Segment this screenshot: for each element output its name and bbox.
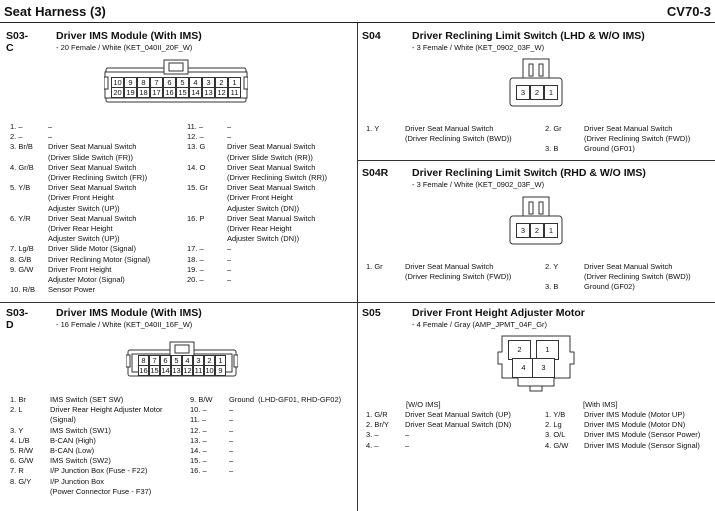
pin-list-right bbox=[187, 122, 357, 297]
pin-description: – bbox=[48, 122, 53, 131]
pin-cavity: 19 bbox=[124, 87, 137, 98]
pin-description: IMS Switch (SW1) bbox=[50, 425, 111, 435]
pin-description: – bbox=[227, 244, 232, 254]
pin-number: 3. Y bbox=[10, 425, 24, 435]
pin-number: 13. – bbox=[190, 435, 207, 445]
pin-number: 1. G/R bbox=[366, 410, 388, 419]
pin-cavity: 7 bbox=[150, 77, 163, 88]
connector-title: Driver Front Height Adjuster Motor bbox=[412, 307, 585, 319]
pin-description: Ground (GF02) bbox=[584, 282, 635, 292]
connector-id: S04R bbox=[362, 167, 389, 179]
pin-cavity: 6 bbox=[163, 77, 176, 88]
pin-cavity: 7 bbox=[149, 355, 160, 366]
pin-cavity: 3 bbox=[516, 223, 530, 238]
section-divider-right-1 bbox=[358, 160, 715, 161]
pin-number: 17. – bbox=[187, 244, 204, 254]
connector-s03c-diagram bbox=[104, 58, 248, 108]
pin-description: – bbox=[405, 440, 410, 450]
pin-number: 3. O/L bbox=[545, 430, 566, 440]
connector-s04r-diagram bbox=[509, 196, 563, 246]
pin-cavity: 3 bbox=[202, 77, 215, 88]
pin-description: Sensor Power bbox=[48, 285, 96, 295]
pin-number: 4. – bbox=[366, 440, 379, 450]
pin-description: – bbox=[229, 425, 234, 435]
pin-description: – bbox=[48, 132, 53, 142]
connector-s04-diagram bbox=[509, 58, 563, 108]
pin-number: 3. B bbox=[545, 282, 559, 292]
pin-description: – bbox=[227, 254, 232, 264]
pin-list-right bbox=[545, 124, 713, 156]
pin-number: 3. – bbox=[366, 430, 379, 440]
pin-description: Driver Seat Manual Switch (Driver Reclining Switch (RR)) bbox=[227, 162, 328, 182]
s05-left-heading: [W/O IMS] bbox=[406, 400, 441, 409]
connector-subtitle: - 16 Female / White (KET_040II_16F_W) bbox=[56, 320, 193, 329]
pin-number: 7. R bbox=[10, 466, 24, 476]
pin-cavity: 9 bbox=[124, 77, 137, 88]
pin-number: 8. G/B bbox=[10, 254, 32, 264]
pin-description: – bbox=[405, 430, 410, 440]
pin-cavity: 15 bbox=[150, 366, 159, 375]
pin-description: Driver Seat Manual Switch (Driver Rear Height Adjuster Switch (DN)) bbox=[227, 213, 316, 244]
pin-description: Driver Seat Manual Switch (Driver Front Height Adjuster Switch (DN)) bbox=[227, 183, 316, 213]
pin-cavity: 5 bbox=[171, 355, 182, 366]
pin-number: 6. Y/R bbox=[10, 213, 31, 223]
pin-number: 14. – bbox=[190, 446, 207, 455]
connector-id: S03-D bbox=[6, 307, 29, 331]
pin-description: Driver Seat Manual Switch (Driver Front Height Adjuster Switch (UP)) bbox=[48, 183, 137, 213]
pin-cavity: 2 bbox=[204, 355, 215, 366]
pin-cavity: 2 bbox=[530, 85, 544, 100]
pin-description: – bbox=[229, 466, 234, 476]
pin-cavity: 11 bbox=[228, 87, 241, 98]
pin-number: 10. – bbox=[190, 405, 207, 415]
pin-description: Ground (LHD-GF01, RHD-GF02) bbox=[229, 395, 342, 404]
pin-cavity: 4 bbox=[182, 355, 193, 366]
page-code: CV70-3 bbox=[666, 4, 711, 19]
pin-cavity: 13 bbox=[202, 87, 215, 98]
pin-number: 8. G/Y bbox=[10, 476, 32, 486]
pin-number: 16. – bbox=[190, 466, 207, 476]
pin-number: 1. – bbox=[10, 122, 23, 131]
pin-cavity: 10 bbox=[205, 366, 214, 375]
pin-list-left bbox=[366, 124, 541, 156]
connector-title: Driver IMS Module (With IMS) bbox=[56, 30, 202, 42]
section-divider-left bbox=[0, 302, 357, 303]
pin-description: Driver Seat Manual Switch (Driver Rear Height Adjuster Switch (UP)) bbox=[48, 213, 137, 244]
connector-title: Driver IMS Module (With IMS) bbox=[56, 307, 202, 319]
pin-number: 2. – bbox=[10, 132, 23, 142]
pin-description: Driver Slide Motor (Signal) bbox=[48, 244, 136, 254]
pin-list-right bbox=[190, 395, 355, 505]
pin-number: 3. B bbox=[545, 144, 559, 154]
pin-description: I/P Junction Box (Power Connector Fuse - F37) bbox=[50, 476, 152, 496]
pin-cavity: 16 bbox=[139, 366, 148, 375]
pin-number: 2. Br/Y bbox=[366, 420, 389, 430]
pin-description: B-CAN (Low) bbox=[50, 446, 95, 455]
connector-subtitle: - 4 Female / Gray (AMP_JPMT_04F_Gr) bbox=[412, 320, 548, 329]
pin-cavity: 1 bbox=[228, 77, 241, 88]
pin-cavity: 18 bbox=[137, 87, 150, 98]
connector-id: S05 bbox=[362, 307, 381, 319]
pin-description: – bbox=[229, 405, 234, 415]
pin-description: Driver Seat Manual Switch (DN) bbox=[405, 420, 512, 430]
pin-cavity: 4 bbox=[189, 77, 202, 88]
connector-outline bbox=[509, 196, 563, 246]
pin-cavity: 1 bbox=[544, 85, 558, 100]
pin-number: 4. G/W bbox=[545, 440, 569, 450]
pin-description: – bbox=[229, 435, 234, 445]
pin-number: 16. P bbox=[187, 213, 205, 223]
connector-s03d-diagram bbox=[126, 340, 238, 382]
pin-description: – bbox=[227, 122, 232, 131]
pin-list-left bbox=[366, 262, 541, 294]
pin-number: 5. R/W bbox=[10, 446, 33, 455]
pin-cavity: 2 bbox=[215, 77, 228, 88]
pin-number: 4. Gr/B bbox=[10, 162, 34, 172]
page-title: Seat Harness (3) bbox=[4, 4, 106, 19]
pin-description: – bbox=[229, 446, 234, 455]
pin-number: 6. G/W bbox=[10, 456, 34, 466]
pin-description: Driver Seat Manual Switch (Driver Reclining Switch (FWD)) bbox=[584, 124, 691, 144]
pin-number: 13. G bbox=[187, 142, 206, 152]
connector-outline bbox=[509, 58, 563, 108]
pin-number: 2. Lg bbox=[545, 420, 562, 430]
pin-description: Driver Seat Manual Switch (Driver Reclining Switch (FWD)) bbox=[405, 262, 512, 282]
pin-description: Driver Seat Manual Switch (Driver Reclining Switch (BWD)) bbox=[405, 124, 512, 144]
pin-number: 1. Gr bbox=[366, 262, 383, 271]
pin-description: Driver Reclining Motor (Signal) bbox=[48, 254, 151, 264]
pin-description: Driver Seat Manual Switch (Driver Reclining Switch (BWD)) bbox=[584, 262, 691, 282]
connector-id: S04 bbox=[362, 30, 381, 42]
page-header bbox=[0, 0, 715, 23]
pin-cavity: 16 bbox=[163, 87, 176, 98]
pin-description: I/P Junction Box (Fuse - F22) bbox=[50, 466, 148, 476]
pin-number: 11. – bbox=[190, 415, 207, 425]
pin-cavity: 11 bbox=[194, 366, 203, 375]
pin-cavity: 10 bbox=[111, 77, 124, 88]
pin-number: 14. O bbox=[187, 162, 206, 172]
pin-number: 15. Gr bbox=[187, 183, 208, 193]
pin-description: Driver Seat Manual Switch (Driver Reclining Switch (FR)) bbox=[48, 162, 148, 182]
pin-cavity: 15 bbox=[176, 87, 189, 98]
pin-number: 19. – bbox=[187, 264, 204, 274]
pin-description: Driver IMS Module (Motor DN) bbox=[584, 420, 686, 430]
pin-number: 11. – bbox=[187, 122, 204, 131]
pin-number: 1. Y/B bbox=[545, 410, 566, 419]
column-divider bbox=[357, 23, 358, 511]
pin-description: Driver Seat Manual Switch (UP) bbox=[405, 410, 511, 419]
pin-cavity: 2 bbox=[508, 340, 531, 360]
pin-number: 2. L bbox=[10, 405, 23, 415]
pin-cavity: 1 bbox=[536, 340, 559, 360]
pin-description: Ground (GF01) bbox=[584, 144, 635, 154]
pin-number: 3. Br/B bbox=[10, 142, 33, 152]
pin-number: 9. B/W bbox=[190, 395, 213, 404]
pin-description: IMS Switch (SW2) bbox=[50, 456, 111, 466]
pin-description: Driver Seat Manual Switch (Driver Slide Switch (RR)) bbox=[227, 142, 316, 162]
pin-number: 12. – bbox=[187, 132, 204, 142]
pin-cavity: 6 bbox=[160, 355, 171, 366]
pin-number: 1. Y bbox=[366, 124, 380, 133]
pin-list-left bbox=[10, 122, 185, 297]
pin-cavity: 1 bbox=[215, 355, 226, 366]
pin-cavity: 20 bbox=[111, 87, 124, 98]
pin-list-right bbox=[545, 410, 713, 455]
pin-cavity: 4 bbox=[512, 358, 535, 378]
pin-number: 5. Y/B bbox=[10, 183, 31, 193]
pin-list-right bbox=[545, 262, 713, 294]
pin-description: Driver IMS Module (Motor UP) bbox=[584, 410, 685, 419]
pin-number: 2. Y bbox=[545, 262, 559, 271]
pin-number: 15. – bbox=[190, 456, 207, 466]
pin-description: Driver IMS Module (Sensor Signal) bbox=[584, 440, 700, 450]
pin-description: Driver Front Height Adjuster Motor (Signal) bbox=[48, 264, 125, 284]
pin-cavity: 9 bbox=[215, 365, 226, 376]
pin-description: – bbox=[229, 415, 234, 425]
pin-list-left bbox=[366, 410, 541, 455]
pin-description: IMS Switch (SET SW) bbox=[50, 395, 124, 404]
connector-id: S03-C bbox=[6, 30, 29, 54]
pin-number: 12. – bbox=[190, 425, 207, 435]
pin-cavity: 3 bbox=[532, 358, 555, 378]
pin-number: 18. – bbox=[187, 254, 204, 264]
pin-description: – bbox=[227, 132, 232, 142]
pin-number: 9. G/W bbox=[10, 264, 34, 274]
pin-cavity: 14 bbox=[189, 87, 202, 98]
pin-cavity: 5 bbox=[176, 77, 189, 88]
pin-cavity: 12 bbox=[183, 366, 192, 375]
pin-cavity: 14 bbox=[161, 366, 170, 375]
connector-subtitle: - 20 Female / White (KET_040II_20F_W) bbox=[56, 43, 193, 52]
pin-description: – bbox=[229, 456, 234, 466]
connector-subtitle: - 3 Female / White (KET_0902_03F_W) bbox=[412, 43, 545, 52]
pin-cavity: 3 bbox=[516, 85, 530, 100]
section-divider-right-2 bbox=[358, 302, 715, 303]
pin-description: – bbox=[227, 264, 232, 274]
s05-right-heading: [With IMS] bbox=[583, 400, 618, 409]
pin-cavity: 2 bbox=[530, 223, 544, 238]
pin-number: 7. Lg/B bbox=[10, 244, 34, 254]
pin-number: 20. – bbox=[187, 275, 204, 284]
pin-description: – bbox=[227, 275, 232, 284]
pin-cavity: 8 bbox=[138, 355, 149, 366]
pin-cavity: 17 bbox=[150, 87, 163, 98]
pin-number: 10. R/B bbox=[10, 285, 36, 295]
pin-cavity: 1 bbox=[544, 223, 558, 238]
pin-number: 4. L/B bbox=[10, 435, 30, 445]
pin-list-left bbox=[10, 395, 190, 505]
pin-description: Driver Seat Manual Switch (Driver Slide Switch (FR)) bbox=[48, 142, 137, 162]
connector-subtitle: - 3 Female / White (KET_0902_03F_W) bbox=[412, 180, 545, 189]
pin-cavity: 12 bbox=[215, 87, 228, 98]
connector-title: Driver Reclining Limit Switch (RHD & W/O IMS) bbox=[412, 167, 646, 179]
connector-s05-diagram bbox=[494, 334, 578, 394]
pin-description: Driver IMS Module (Sensor Power) bbox=[584, 430, 701, 440]
pin-cavity: 8 bbox=[137, 77, 150, 88]
pin-number: 2. Gr bbox=[545, 124, 562, 133]
pin-number: 1. Br bbox=[10, 395, 26, 404]
pin-cavity: 13 bbox=[172, 366, 181, 375]
pin-description: Driver Rear Height Adjuster Motor (Signal) bbox=[50, 405, 163, 425]
pin-cavity: 3 bbox=[193, 355, 204, 366]
connector-title: Driver Reclining Limit Switch (LHD & W/O IMS) bbox=[412, 30, 645, 42]
pin-description: B-CAN (High) bbox=[50, 435, 96, 445]
